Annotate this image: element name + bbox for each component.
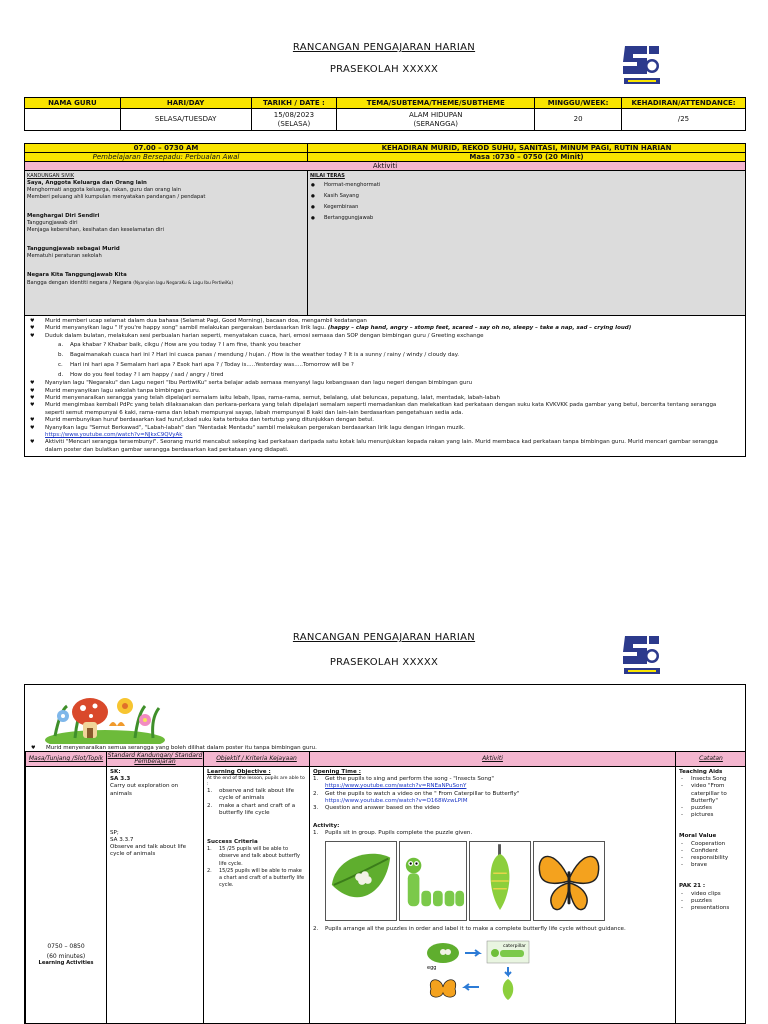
masa-time: 0750 – 0850 xyxy=(47,943,85,950)
aktiviti-header: Aktiviti xyxy=(25,162,746,171)
sc-item xyxy=(207,846,306,868)
caterpillar-video-link[interactable]: https://www.youtube.com/watch?v=O168WzwLPIM xyxy=(325,797,468,804)
value-attendance: /25 xyxy=(622,109,746,131)
sub-text: Apa khabar ? Khabar baik, cikgu / How are you today ? I am fine, thank you teacher xyxy=(70,342,301,349)
sub-letter: a. xyxy=(58,342,64,349)
school-logo-icon xyxy=(622,628,662,678)
opening-step: 1. Get the pupils to sing and perform the song - "Insects Song" xyxy=(313,776,494,783)
sk-desc: Carry out exploration on animals xyxy=(110,783,179,797)
value-theme-line2: (SERANGGA) xyxy=(413,119,459,128)
sk-label: SK: xyxy=(110,769,121,775)
opening-step-text: Get the pupils to watch a video on the " From Caterpillar to Butterfly" xyxy=(325,790,520,797)
col-standard: Standard Kandungan/ Standard Pembelajaran xyxy=(107,752,203,765)
opening-step-text: Question and answer based on the video xyxy=(325,805,440,812)
catatan-cell xyxy=(676,767,747,1024)
kandungan-b1-l1: Menghormati anggota keluarga, rakan, guru dan orang lain xyxy=(27,187,182,193)
sub-text: Hari ini hari apa ? Semalam hari apa ? Esok hari apa ? / Today is.....Yesterday was.....Tomorrow will be ? xyxy=(70,362,354,369)
session-masa: Masa :0730 – 0750 (20 Minit) xyxy=(308,153,746,162)
standard-cell xyxy=(107,767,204,1024)
sk-code: SA 3.3 xyxy=(110,776,131,783)
masa-duration: (60 minutes) xyxy=(46,953,86,961)
note-negaraku: ♥ Nyanyian lagu "Negaraku" dan Lagu negeri "Ibu PertiwiKu" serta belajar adab semasa menyanyi lagu kebangsaan dan lagu negeri dengan bimbingan guru xyxy=(28,380,742,387)
note-happy-song xyxy=(28,325,742,332)
insects-song-link[interactable]: https://www.youtube.com/watch?v=RNEaNPuSonY xyxy=(325,783,467,790)
opening-step: 3. Question and answer based on the video xyxy=(313,805,440,812)
kandungan-sivik xyxy=(25,171,308,316)
note-sub-a xyxy=(28,340,742,350)
masa-cell xyxy=(26,767,107,1024)
page-subtitle: PRASEKOLAH XXXXX xyxy=(329,64,439,75)
pak-item: - video clips xyxy=(679,891,743,898)
leaf-eggs-icon xyxy=(325,841,397,921)
youtube-link[interactable]: https://www.youtube.com/watch?v=NJkxC9QVyAk xyxy=(45,432,183,439)
col-week: MINGGU/WEEK: xyxy=(535,98,622,109)
note-songs: ♥ Nyanyikan lagu "Semut Berkawad", "Labah-labah" dan "Nentadak Mentadu" sambil melakukan pergerakan berdasarkan lirik lagu dengan iringan muzik. xyxy=(28,425,742,432)
sc-text: 15/25 pupils will be able to make a chart and craft of a butterfly life cycle. xyxy=(219,867,305,889)
insect-garden-poster-icon xyxy=(45,686,165,744)
lo-title: Learning Objective : xyxy=(207,769,271,775)
session-activity: KEHADIRAN MURID, REKOD SUHU, SANITASI, MINUM PAGI, RUTIN HARIAN xyxy=(308,144,746,153)
note-happy-song-text: Murid menyanyikan lagu " If you're happy song" sambil melakukan pergerakan berdasarkan lirik lagu. xyxy=(45,325,326,332)
masa-label: Learning Activities xyxy=(38,960,94,967)
chrysalis-icon xyxy=(469,841,531,921)
lo-text: make a chart and craft of a butterfly life cycle xyxy=(219,802,296,816)
lo-intro: At the end of the lesson, pupils are able to : xyxy=(207,776,305,788)
note-hidden-insects-cont: dalam poster dan bulatkan gambar serangga berdasarkan kad perkataan yang didapati. xyxy=(45,446,289,453)
aids-item: - pictures xyxy=(679,812,743,819)
aids-item: - puzzles xyxy=(679,805,743,812)
activity-title: Activity: xyxy=(313,823,340,830)
pak-item: - puzzles xyxy=(679,898,743,905)
note-circle: ♥ Duduk dalam bulatan, melakukan sesi perbualan harian seperti, menyatakan cuaca, hari, emosi semasa dan SOP dengan bimbingan guru / Greeting exchange xyxy=(28,333,742,340)
kandungan-b4-l1: Bangga dengan identiti negara / Negara xyxy=(27,280,132,286)
col-day: HARI/DAY xyxy=(120,98,251,109)
sc-num: 2. xyxy=(207,867,212,874)
col-objektif: Objektif / Kriteria Kejayaan xyxy=(204,752,310,767)
note-happy-song-actions: (happy – clap hand, angry – stomp feet, scared – say oh no, sleepy – take a nap, sad – crying loud) xyxy=(327,325,632,332)
col-nama-guru: NAMA GURU xyxy=(25,98,121,109)
note-recap-cont: seperti semut mempunyai 6 kaki, rama-rama dan lebah mempunyai sayap, labah mempunyai 8 kaki dan lain-lain berdasarkan pengetahuan sedia ada. xyxy=(45,409,464,416)
sc-text: 15 /25 pupils will be able to observe and talk about butterfly life cycle. xyxy=(219,846,301,867)
page-title: RANCANGAN PENGAJARAN HARIAN xyxy=(292,632,476,643)
lo-item xyxy=(207,788,306,802)
objektif-cell xyxy=(204,767,310,1024)
page-subtitle: PRASEKOLAH XXXXX xyxy=(329,657,439,668)
activity-step: 1. Pupils sit in group. Pupils complete the puzzle given. xyxy=(313,830,473,837)
nilai-item: ● Bertanggungjawab xyxy=(310,213,743,224)
sub-letter: c. xyxy=(58,362,63,369)
col-attendance: KEHADIRAN/ATTENDANCE: xyxy=(622,98,746,109)
value-theme-line1: ALAM HIDUPAN xyxy=(408,110,463,119)
page-title: RANCANGAN PENGAJARAN HARIAN xyxy=(292,42,476,53)
note-sub-b xyxy=(28,350,742,360)
kandungan-b1-title: Saya, Anggota Keluarga dan Orang lain xyxy=(27,180,147,186)
session-table xyxy=(24,143,746,457)
moral-item: - Confident xyxy=(679,848,743,855)
lesson-table xyxy=(25,751,746,1024)
pak-title: PAK 21 : xyxy=(679,883,706,890)
note-phonics: ♥ Murid membunyikan huruf berdasarkan kad huruf,ckad suku kata terbuka dan tertutup yang ditunjukkan dengan betul. xyxy=(28,417,742,424)
value-week: 20 xyxy=(535,109,622,131)
note-insects-poster: ♥ Murid menyenaraikan semua serangga yang boleh dilihat dalam poster itu tanpa bimbingan guru. xyxy=(29,745,317,751)
pak-item: - presentations xyxy=(679,905,743,912)
col-aktiviti: Aktiviti xyxy=(310,752,676,767)
lo-num: 1. xyxy=(207,788,213,795)
nilai-item: ● Kasih Sayang xyxy=(310,191,743,202)
butterfly-icon xyxy=(533,841,605,921)
note-school-song: ♥ Murid menyanyikan lagu sekolah tanpa bimbingan guru. xyxy=(28,388,742,395)
lo-item xyxy=(207,803,306,817)
activity-step: 2. Pupils arrange all the puzzles in order and label it to make a complete butterfly life cycle without guidance. xyxy=(313,925,626,932)
sub-text: Bagaimanakah cuaca hari ini ? Hari ini cuaca panas / mendung / hujan. / How is the weather today ? It is a sunny / rainy / windy / cloudy day. xyxy=(70,352,460,359)
value-theme xyxy=(337,109,535,131)
nilai-heading: NILAI TERAS xyxy=(310,173,345,179)
sp-code: SA 3.3.7 xyxy=(110,837,134,844)
col-catatan: Catatan xyxy=(676,752,747,767)
note-sub-c xyxy=(28,360,742,370)
kandungan-b3-title: Tanggungjawab sebagai Murid xyxy=(27,246,120,252)
moral-item: - brave xyxy=(679,862,743,869)
caterpillar-label: caterpillar xyxy=(503,943,526,949)
nilai-teras xyxy=(308,171,746,316)
kandungan-b2-title: Menghargai Diri Sendiri xyxy=(27,213,100,219)
session-label-text: Pembelajaran Bersepadu: Perbualan Awal xyxy=(92,153,240,161)
opening-step-text: Get the pupils to sing and perform the song - "Insects Song" xyxy=(325,776,494,783)
kandungan-b4-title: Negara Kita Tanggungjawab Kita xyxy=(27,272,127,278)
page-2 xyxy=(0,590,768,1024)
col-theme: TEMA/SUBTEMA/THEME/SUBTHEME xyxy=(337,98,535,109)
life-cycle-arrangement-icon xyxy=(423,939,533,1001)
life-cycle-images xyxy=(313,841,672,921)
school-logo-icon xyxy=(622,38,662,88)
session-time: 07.00 – 0730 AM xyxy=(25,144,308,153)
opening-title: Opening Time : xyxy=(313,769,361,775)
value-date xyxy=(251,109,337,131)
nilai-item: ● Hormat-menghormati xyxy=(310,180,743,191)
lo-text: observe and talk about life cycle of animals xyxy=(219,788,295,802)
sub-letter: d. xyxy=(58,372,64,379)
kandungan-b3-l1: Mematuhi peraturan sekolah xyxy=(27,253,102,259)
opening-step: 2. Get the pupils to watch a video on the " From Caterpillar to Butterfly" xyxy=(313,790,520,797)
sp-label: SP; xyxy=(110,829,119,836)
caterpillar-icon xyxy=(399,841,467,921)
note-list-insects: ♥ Murid menyenaraikan serangga yang telah dipelajari semalam iaitu lebah, lipas, rama-rama, semut, belalang, ulat beluncas, pepatung, lalat, mentadak, labah-labah xyxy=(28,395,742,402)
note-sub-d xyxy=(28,370,742,380)
moral-title: Moral Value xyxy=(679,833,717,840)
note-greeting: ♥ Murid memberi ucap selamat dalam dua bahasa (Selamat Pagi, Good Morning), bacaan doa, mengambil kedatangan xyxy=(28,318,742,325)
kandungan-heading: KANDUNGAN SIVIK xyxy=(27,173,75,179)
activity-step-text: Pupils arrange all the puzzles in order and label it to make a complete butterfly life cycle without guidance. xyxy=(325,925,626,932)
lesson-box xyxy=(24,684,746,1024)
sc-num: 1. xyxy=(207,846,212,853)
aids-item: - Insects Song xyxy=(679,776,743,783)
value-date-line2: (SELASA) xyxy=(277,119,311,128)
col-date: TARIKH / DATE : xyxy=(251,98,337,109)
col-masa: Masa/Tunjang /Slot/Topik xyxy=(26,752,107,767)
lo-num: 2. xyxy=(207,802,213,809)
kandungan-b2-l1: Tanggungjawab diri xyxy=(27,220,78,226)
value-date-line1: 15/08/2023 xyxy=(273,110,315,119)
kandungan-b4-line xyxy=(27,279,305,287)
kandungan-b1-l2: Memberi peluang ahli kumpulan menyatakan pandangan / pendapat xyxy=(27,194,206,200)
info-table xyxy=(24,97,746,131)
moral-item: - Cooperation xyxy=(679,841,743,848)
value-guru xyxy=(25,109,121,131)
sc-item xyxy=(207,868,306,890)
sc-title: Success Criteria xyxy=(207,839,258,846)
note-recap: ♥ Murid mengimbas kembali PdPc yang telah dilaksanakan dan perkara-perkara yang telah dipelajari semalam seperti memadankan dan melekatkan kad perkataan dengan suku kata KVKVKK pada gambar yang betul, bercerita tentang serangga xyxy=(28,402,742,409)
moral-item: - responsibility xyxy=(679,855,743,862)
aktiviti-cell xyxy=(310,767,676,1024)
note-hidden-insects: ♥ Aktiviti "Mencari serangga tersembunyi". Seorang murid mencabut sekeping kad perkataan daripada satu kotak lalu menunjukkan kepada rakan yang lain. Murid membaca kad perkataan tanpa bimbingan guru. Murid mencari gambar serangga xyxy=(28,439,742,446)
sp-desc: Observe and talk about life cycle of animals xyxy=(110,844,187,858)
aids-title: Teaching Aids xyxy=(679,769,723,775)
aids-item: - video "From caterpillar to Butterfly" xyxy=(679,783,743,805)
kandungan-b4-note: (Nyanyian lagu NegaraKu & Lagu Ibu PertiwiKu) xyxy=(133,280,233,285)
sub-text: How do you feel today ? I am happy / sad / angry / tired xyxy=(70,372,224,379)
kandungan-b2-l2: Menjaga kebersihan, kesihatan dan keselamatan diri xyxy=(27,227,164,233)
egg-label: egg xyxy=(427,964,437,971)
nilai-list xyxy=(310,180,743,224)
sub-letter: b. xyxy=(58,352,64,359)
activity-notes xyxy=(25,316,746,457)
session-label xyxy=(25,153,308,162)
value-day: SELASA/TUESDAY xyxy=(120,109,251,131)
nilai-item: ● Kegembiraan xyxy=(310,202,743,213)
activity-step-text: Pupils sit in group. Pupils complete the puzzle given. xyxy=(325,830,473,837)
